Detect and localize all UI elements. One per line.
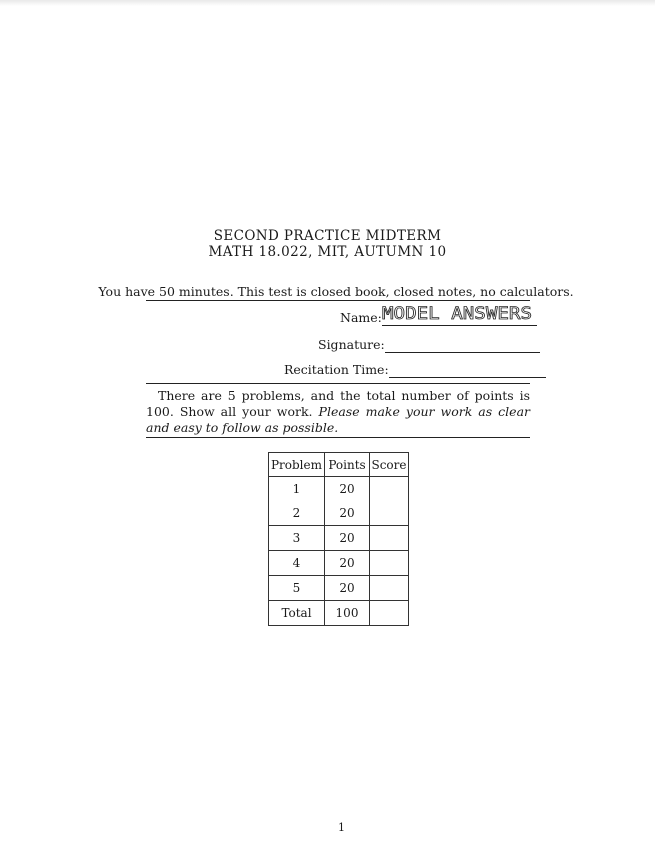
signature-label: Signature: — [318, 337, 385, 352]
recitation-label: Recitation Time: — [284, 362, 389, 377]
header-points: Points — [325, 453, 370, 477]
score-cell — [370, 477, 409, 502]
instructions-italic: Please make your work as clear and easy to follow as possible. — [146, 404, 530, 435]
instructions-plain: There are 5 problems, and the total number of points is 100. Show all your work. — [146, 388, 530, 419]
exam-title: SECOND PRACTICE MIDTERM — [213, 228, 442, 244]
header-problem: Problem — [269, 453, 325, 477]
instructions — [146, 388, 530, 436]
points-cell: 20 — [325, 501, 370, 526]
course-line: MATH 18.022, MIT, AUTUMN 10 — [208, 244, 447, 260]
table-row — [269, 526, 409, 551]
rule-under-intro — [146, 300, 530, 301]
total-label-cell: Total — [269, 601, 325, 626]
points-cell: 20 — [325, 576, 370, 601]
rule-below-instructions — [146, 437, 530, 438]
total-score-cell — [370, 601, 409, 626]
name-label: Name: — [340, 310, 382, 325]
table-row — [269, 501, 409, 526]
total-points-cell: 100 — [325, 601, 370, 626]
table-row — [269, 477, 409, 502]
problem-cell: 1 — [269, 477, 325, 502]
table-row — [269, 551, 409, 576]
score-cell — [370, 501, 409, 526]
recitation-field — [284, 362, 546, 378]
handwritten-name-value — [382, 302, 532, 324]
scan-top-edge — [0, 0, 655, 6]
problem-cell: 5 — [269, 576, 325, 601]
score-table — [268, 452, 409, 626]
rule-above-instructions — [146, 383, 530, 384]
table-row-total — [269, 601, 409, 626]
score-cell — [370, 551, 409, 576]
table-row — [269, 576, 409, 601]
recitation-line — [389, 362, 546, 378]
intro-text: You have 50 minutes. This test is closed book, closed notes, no calculators. — [98, 284, 574, 299]
problem-cell: 3 — [269, 526, 325, 551]
points-cell: 20 — [325, 526, 370, 551]
handwritten-name-text: MODEL ANSWERS — [382, 304, 532, 324]
points-cell: 20 — [325, 477, 370, 502]
score-table-header — [269, 453, 409, 477]
points-cell: 20 — [325, 551, 370, 576]
score-cell — [370, 576, 409, 601]
signature-line — [385, 337, 540, 353]
problem-cell: 2 — [269, 501, 325, 526]
problem-cell: 4 — [269, 551, 325, 576]
header-score: Score — [370, 453, 409, 477]
score-cell — [370, 526, 409, 551]
signature-field — [318, 337, 540, 353]
page-number: 1 — [338, 821, 345, 834]
